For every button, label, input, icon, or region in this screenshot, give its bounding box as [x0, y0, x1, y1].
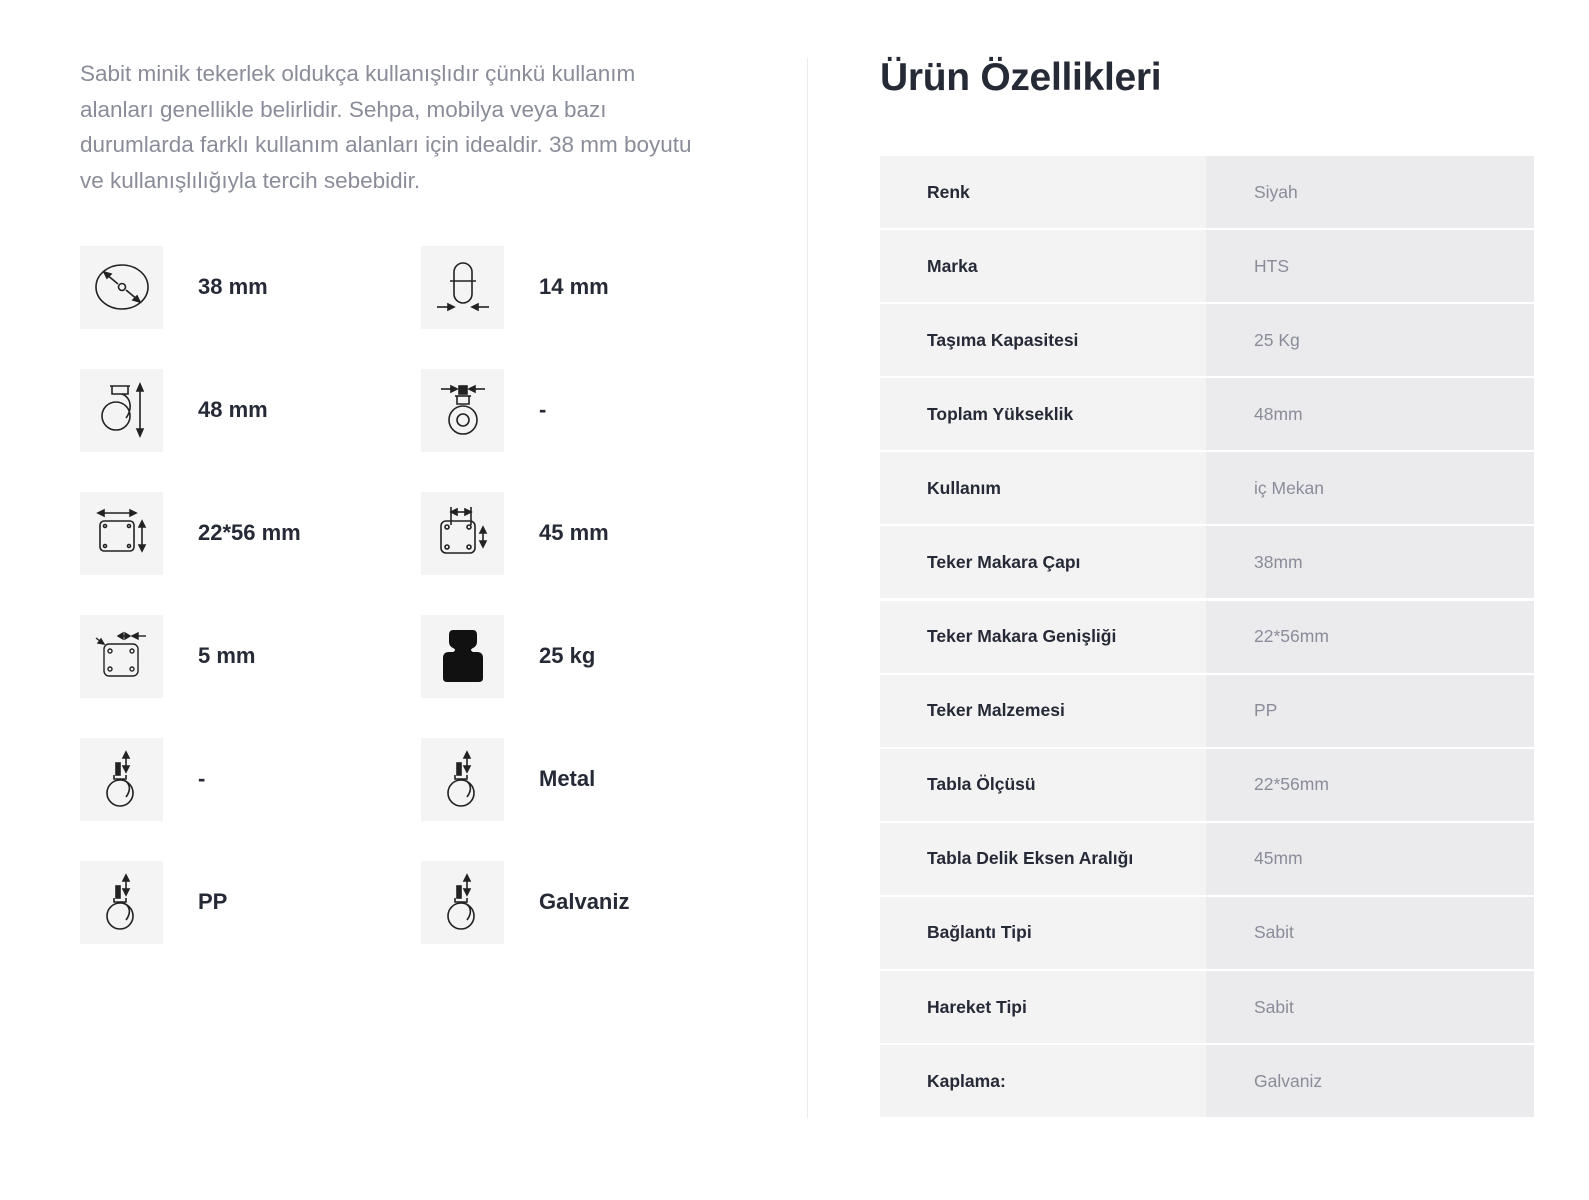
- spec-value: PP: [198, 889, 228, 914]
- table-row: [880, 156, 1534, 228]
- bearing-type-icon: [80, 738, 163, 821]
- property-key: Taşıma Kapasitesi: [880, 304, 1206, 376]
- property-key: Bağlantı Tipi: [880, 897, 1206, 969]
- property-key: Tabla Ölçüsü: [880, 749, 1206, 821]
- weight-capacity-icon: [421, 615, 504, 698]
- table-row: [880, 304, 1534, 376]
- property-key: Hareket Tipi: [880, 971, 1206, 1043]
- column-divider: [807, 58, 808, 1118]
- property-value: PP: [1206, 675, 1534, 747]
- property-value: Sabit: [1206, 971, 1534, 1043]
- property-key: Toplam Yükseklik: [880, 378, 1206, 450]
- total-height-icon: [80, 369, 163, 452]
- spec-icon-grid: [80, 248, 720, 968]
- spec-item: [421, 245, 721, 329]
- spec-item: [421, 614, 721, 698]
- spec-value: 5 mm: [198, 643, 256, 668]
- table-row: [880, 601, 1534, 673]
- property-value: 22*56mm: [1206, 749, 1534, 821]
- spec-item: [421, 368, 721, 452]
- spec-value: 22*56 mm: [198, 520, 301, 545]
- property-key: Marka: [880, 230, 1206, 302]
- product-properties-section: [880, 56, 1534, 1091]
- spec-value: 38 mm: [198, 274, 268, 299]
- property-value: 25 Kg: [1206, 304, 1534, 376]
- property-value: 22*56mm: [1206, 601, 1534, 673]
- stem-size-icon: [421, 369, 504, 452]
- spec-value: Galvaniz: [539, 889, 630, 914]
- spec-item: [80, 737, 380, 821]
- spec-item: [421, 491, 721, 575]
- spec-item: [80, 860, 380, 944]
- property-key: Teker Makara Çapı: [880, 526, 1206, 598]
- property-key: Kullanım: [880, 452, 1206, 524]
- property-key: Tabla Delik Eksen Aralığı: [880, 823, 1206, 895]
- property-value: 38mm: [1206, 526, 1534, 598]
- table-row: [880, 823, 1534, 895]
- spec-value: -: [539, 397, 547, 422]
- property-value: HTS: [1206, 230, 1534, 302]
- property-value: Siyah: [1206, 156, 1534, 228]
- property-value: 45mm: [1206, 823, 1534, 895]
- spec-item: [80, 245, 380, 329]
- properties-table: [880, 156, 1534, 1119]
- table-row: [880, 1045, 1534, 1117]
- table-row: [880, 897, 1534, 969]
- property-value: Galvaniz: [1206, 1045, 1534, 1117]
- table-row: [880, 230, 1534, 302]
- table-row: [880, 675, 1534, 747]
- wheel-width-icon: [421, 246, 504, 329]
- properties-title: Ürün Özellikleri: [880, 56, 1162, 99]
- table-row: [880, 749, 1534, 821]
- spec-value: 48 mm: [198, 397, 268, 422]
- spec-item: [80, 614, 380, 698]
- property-value: 48mm: [1206, 378, 1534, 450]
- spec-item: [421, 737, 721, 821]
- product-description-section: [80, 56, 720, 198]
- spec-value: 25 kg: [539, 643, 596, 668]
- table-row: [880, 971, 1534, 1043]
- property-key: Renk: [880, 156, 1206, 228]
- spec-value: -: [198, 766, 206, 791]
- spec-value: 45 mm: [539, 520, 609, 545]
- wheel-material-icon: [80, 861, 163, 944]
- coating-icon: [421, 861, 504, 944]
- spec-item: [421, 860, 721, 944]
- hole-spacing-icon: [421, 492, 504, 575]
- plate-size-icon: [80, 492, 163, 575]
- spec-value: 14 mm: [539, 274, 609, 299]
- wheel-diameter-icon: [80, 246, 163, 329]
- product-description: Sabit minik tekerlek oldukça kullanışlıdır çünkü kullanım alanları genellikle belirlidir. Sehpa, mobilya veya bazı durumlarda farklı kullanım alanları için idealdir. 38 mm boyutu ve kullanışlılığıyla tercih sebebidir.: [80, 61, 692, 193]
- spec-value: Metal: [539, 766, 596, 791]
- property-key: Teker Makara Genişliği: [880, 601, 1206, 673]
- property-value: iç Mekan: [1206, 452, 1534, 524]
- property-key: Kaplama:: [880, 1045, 1206, 1117]
- table-row: [880, 378, 1534, 450]
- hole-diameter-icon: [80, 615, 163, 698]
- housing-material-icon: [421, 738, 504, 821]
- property-value: Sabit: [1206, 897, 1534, 969]
- table-row: [880, 452, 1534, 524]
- spec-item: [80, 491, 380, 575]
- spec-item: [80, 368, 380, 452]
- property-key: Teker Malzemesi: [880, 675, 1206, 747]
- table-row: [880, 526, 1534, 598]
